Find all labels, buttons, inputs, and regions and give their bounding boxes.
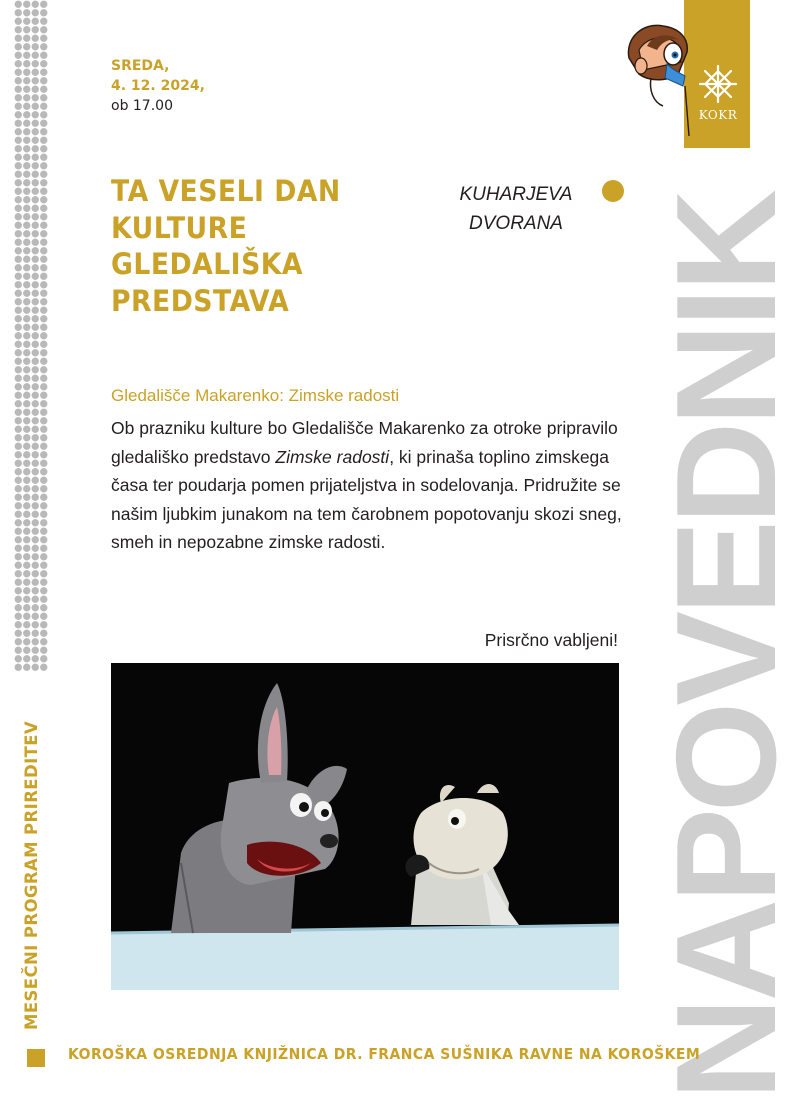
event-description (111, 414, 631, 557)
venue-line: KUHARJEVA (459, 184, 573, 205)
event-day: SREDA, (111, 58, 170, 74)
puppets-photo (111, 663, 619, 990)
title-line: KULTURE (111, 210, 248, 245)
side-label-monthly-program: MESEČNI PROGRAM PRIREDITEV (22, 720, 41, 1030)
description-text: Ob prazniku kulture bo Gledališče Makarenko za otroke pripravilo gledališko predstavo (111, 418, 618, 467)
napovednik-watermark: NAPOVEDNIK (647, 193, 806, 1100)
footer-library-name: KOROŠKA OSREDNJA KNJIŽNICA DR. FRANCA SUŠNIKA RAVNE NA KOROŠKEM (68, 1045, 701, 1063)
title-line: PREDSTAVA (111, 283, 290, 318)
description-text-end: , ki prinaša toplino zimskega časa ter poudarja pomen prijateljstva in sodelovanja. Pridružite se našim ljubkim junakom na tem čarobnem popotovanju skozi sneg, smeh in nepozabne zimske radosti. (111, 446, 622, 552)
performance-subtitle: Gledališče Makarenko: Zimske radosti (111, 386, 400, 405)
title-line: TA VESELI DAN (111, 174, 341, 208)
dotted-pattern (14, 0, 48, 672)
title-line: GLEDALIŠKA (111, 247, 303, 281)
event-date-value: 4. 12. 2024, (111, 78, 205, 94)
event-venue (440, 180, 592, 238)
cartoon-mascot-icon (623, 16, 703, 146)
logo-text: KOKR (698, 108, 738, 122)
footer-square-icon (27, 1049, 45, 1067)
description-title-italic: Zimske radosti (275, 446, 390, 467)
event-date (111, 56, 205, 116)
venue-dot-icon (602, 180, 624, 202)
welcome-text: Prisrčno vabljeni! (484, 630, 618, 650)
venue-line: DVORANA (469, 213, 563, 234)
event-time: ob 17.00 (111, 98, 173, 114)
event-title (111, 173, 415, 319)
